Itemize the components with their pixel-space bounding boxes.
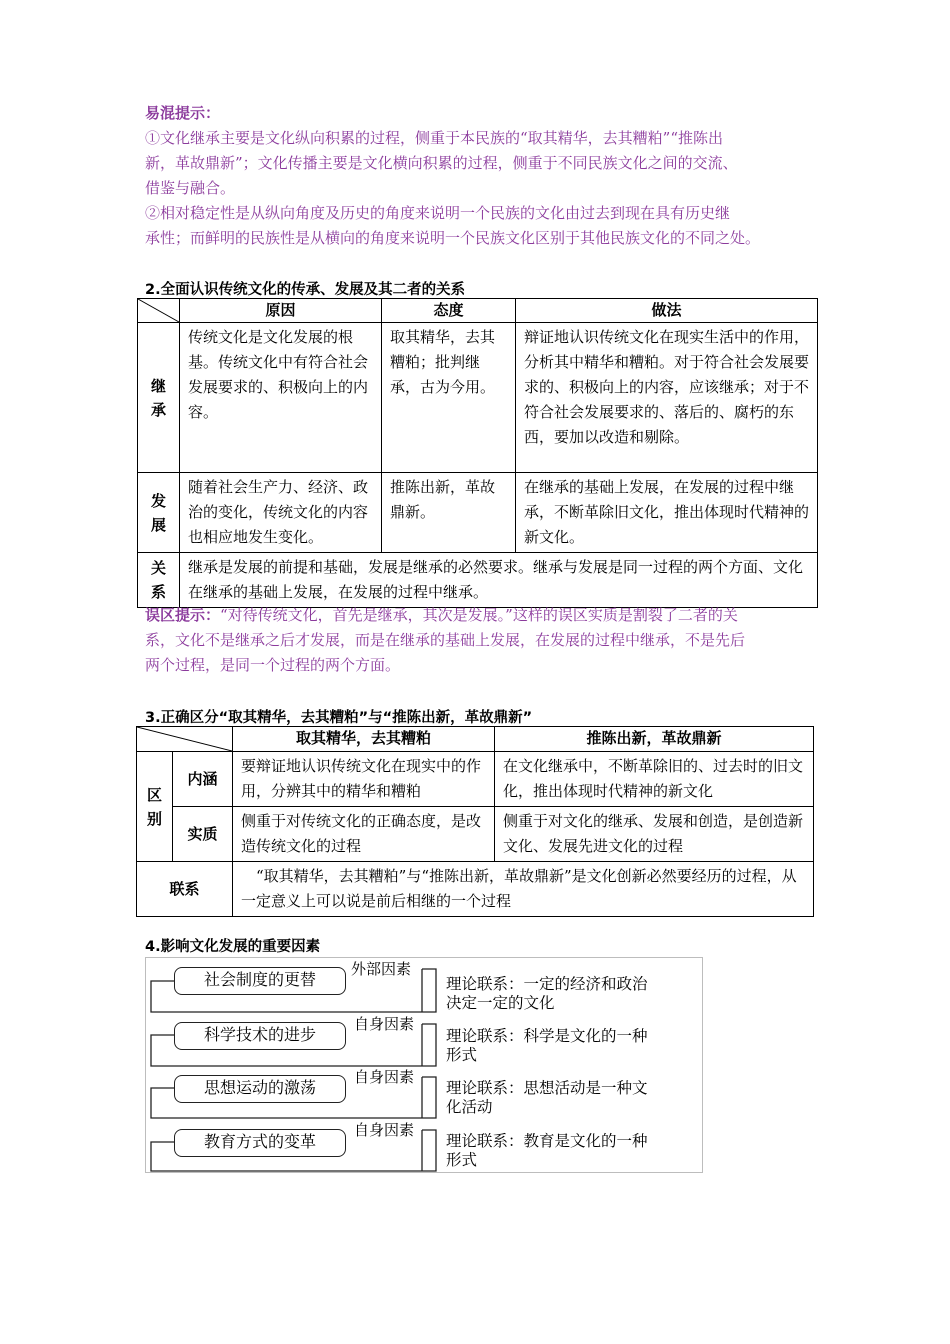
row-label-inherit: 继承 bbox=[138, 323, 180, 473]
connotation-b: 在文化继承中，不断革除旧的、过去时的旧文化，推出体现时代精神的新文化 bbox=[495, 752, 814, 807]
factor-type-label: 外部因素 bbox=[351, 960, 412, 978]
develop-attitude: 推陈出新，革故鼎新。 bbox=[382, 473, 516, 553]
misconception-tip-line: 两个过程，是同一个过程的两个方面。 bbox=[145, 656, 401, 674]
header-innovate: 推陈出新，革故鼎新 bbox=[495, 727, 814, 752]
theory-link-text: 理论联系：思想活动是一种文 化活动 bbox=[446, 1079, 648, 1116]
misconception-tip-line: 误区提示：“对待传统文化，首先是继承，其次是发展。”这样的误区实质是割裂了二者的关 bbox=[145, 606, 738, 624]
factor-type-label: 自身因素 bbox=[354, 1121, 415, 1139]
inherit-reason: 传统文化是文化发展的根基。传统文化中有符合社会发展要求的、积极向上的内容。 bbox=[180, 323, 382, 473]
factor-type-label: 自身因素 bbox=[354, 1068, 415, 1086]
row-label-relation: 关系 bbox=[138, 553, 180, 608]
diagonal-header-cell bbox=[137, 727, 233, 752]
confusion-tip-line: 承性；而鲜明的民族性是从横向的角度来说明一个民族文化区别于其他民族文化的不同之处。 bbox=[145, 229, 761, 247]
factor-box: 社会制度的更替 bbox=[174, 967, 346, 995]
header-keep-essence: 取其精华，去其糟粕 bbox=[233, 727, 495, 752]
factors-diagram bbox=[145, 957, 703, 1173]
confusion-tip-line: ②相对稳定性是从纵向角度及历史的角度来说明一个民族的文化由过去到现在具有历史继 bbox=[145, 204, 731, 222]
header-reason: 原因 bbox=[180, 299, 382, 323]
section2-title: 2.全面认识传统文化的传承、发展及其二者的关系 bbox=[145, 282, 466, 298]
diagonal-header-cell bbox=[138, 299, 180, 323]
section3-title: 3.正确区分“取其精华，去其糟粕”与“推陈出新，革故鼎新” bbox=[145, 710, 533, 726]
row-label-difference: 区别 bbox=[137, 752, 173, 862]
misconception-tip-line: 系，文化不是继承之后才发展，而是在继承的基础上发展，在发展的过程中继承，不是先后 bbox=[145, 631, 746, 649]
theory-link-text: 理论联系：教育是文化的一种 形式 bbox=[446, 1132, 648, 1169]
confusion-tip-line: 借鉴与融合。 bbox=[145, 179, 236, 197]
develop-reason: 随着社会生产力、经济、政治的变化，传统文化的内容也相应地发生变化。 bbox=[180, 473, 382, 553]
factor-box: 科学技术的进步 bbox=[174, 1022, 346, 1050]
factor-box: 思想运动的激荡 bbox=[174, 1075, 346, 1103]
essence-b: 侧重于对文化的继承、发展和创造，是创造新文化、发展先进文化的过程 bbox=[495, 807, 814, 862]
header-method: 做法 bbox=[516, 299, 818, 323]
theory-link-text: 理论联系：一定的经济和政治 决定一定的文化 bbox=[446, 975, 648, 1012]
inherit-develop-table bbox=[137, 298, 818, 608]
relation-text: 继承是发展的前提和基础，发展是继承的必然要求。继承与发展是同一过程的两个方面、文化在继承的基础上发展，在发展的过程中继承。 bbox=[180, 553, 818, 608]
factor-type-label: 自身因素 bbox=[354, 1015, 415, 1033]
row-label-connotation: 内涵 bbox=[173, 752, 233, 807]
inherit-attitude: 取其精华，去其糟粕；批判继承，古为今用。 bbox=[382, 323, 516, 473]
row-label-link: 联系 bbox=[137, 862, 233, 917]
distinguish-table bbox=[136, 726, 814, 917]
connotation-a: 要辩证地认识传统文化在现实中的作用，分辨其中的精华和糟粕 bbox=[233, 752, 495, 807]
confusion-tip-line: 新，革故鼎新”；文化传播主要是文化横向积累的过程，侧重于不同民族文化之间的交流、 bbox=[145, 154, 738, 172]
misconception-tip-title: 误区提示： bbox=[145, 606, 221, 624]
misconception-tip bbox=[145, 603, 825, 678]
section4-title: 4.影响文化发展的重要因素 bbox=[145, 939, 321, 955]
row-label-develop: 发展 bbox=[138, 473, 180, 553]
link-text: “取其精华，去其糟粕”与“推陈出新，革故鼎新”是文化创新必然要经历的过程，从一定意义上可以说是前后相继的一个过程 bbox=[233, 862, 814, 917]
confusion-tip-line: ①文化继承主要是文化纵向积累的过程，侧重于本民族的“取其精华，去其糟粕”“推陈出 bbox=[145, 129, 724, 147]
theory-link-text: 理论联系：科学是文化的一种 形式 bbox=[446, 1027, 648, 1064]
row-label-essence: 实质 bbox=[173, 807, 233, 862]
confusion-tip-title: 易混提示： bbox=[145, 104, 221, 122]
factor-box: 教育方式的变革 bbox=[174, 1129, 346, 1157]
confusion-tip bbox=[145, 101, 845, 251]
essence-a: 侧重于对传统文化的正确态度，是改造传统文化的过程 bbox=[233, 807, 495, 862]
develop-method: 在继承的基础上发展，在发展的过程中继承，不断革除旧文化，推出体现时代精神的新文化。 bbox=[516, 473, 818, 553]
header-attitude: 态度 bbox=[382, 299, 516, 323]
inherit-method: 辩证地认识传统文化在现实生活中的作用，分析其中精华和糟粕。对于符合社会发展要求的、积极向上的内容，应该继承；对于不符合社会发展要求的、落后的、腐朽的东西，要加以改造和剔除。 bbox=[516, 323, 818, 473]
